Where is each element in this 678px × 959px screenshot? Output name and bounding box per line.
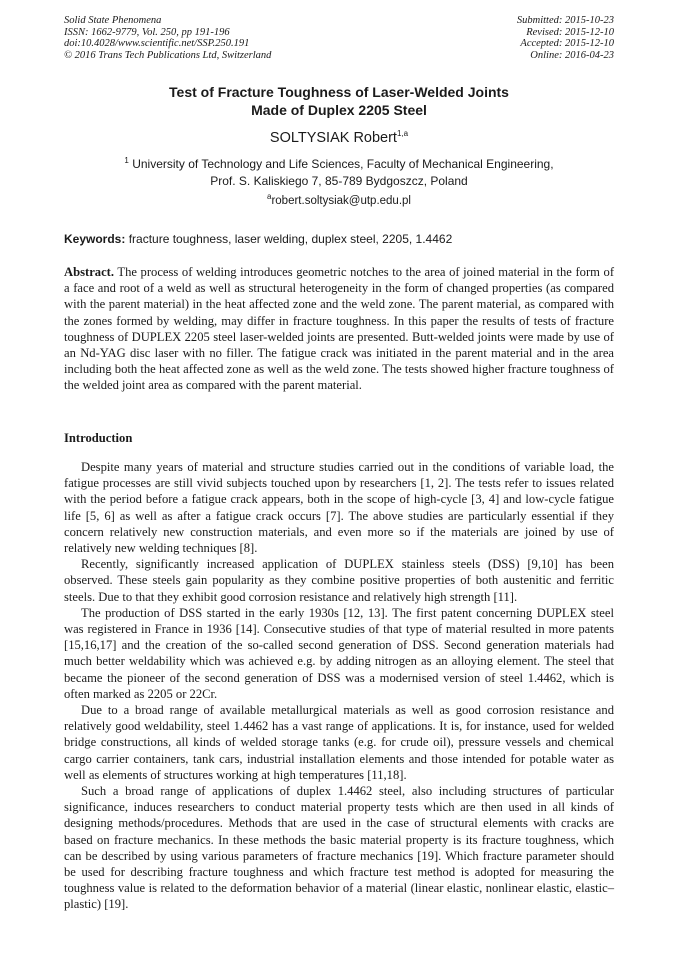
author-superscript: 1,a: [396, 129, 409, 139]
author: [64, 130, 614, 146]
abstract-text: The process of welding introduces geometric notches to the area of joined material in the form of a face and root of a weld as well as structural heterogeneity in the form of changed properties (as compared with the parent material) in the heat affected zone and the weld zone. The parent material, as compared with the zones formed by welding, may differ in fracture toughness. In this paper the results of tests of fracture toughness of DUPLEX 2205 steel laser-welded joints are presented. Butt-welded joints were made by use of an Nd-YAG disc laser with no filler. The fatigue crack was initiated in the parent material and in the area including both the heat affected zone as well as the weld zone. The tests showed higher fracture toughness of the welded joint area as compared with the parent material.: [64, 265, 615, 393]
affiliation: [64, 156, 614, 189]
affiliation-line-2: Prof. S. Kaliskiego 7, 85-789 Bydgoszcz, Poland: [210, 173, 468, 188]
journal-issn: ISSN: 1662-9779, Vol. 250, pp 191-196: [64, 26, 230, 38]
accepted-date: Accepted: 2015-12-10: [520, 38, 614, 50]
keywords-label: Keywords:: [64, 232, 126, 246]
keywords: [64, 232, 614, 246]
online-date: Online: 2016-04-23: [530, 49, 614, 61]
journal-copyright: © 2016 Trans Tech Publications Ltd, Switzerland: [64, 49, 272, 61]
submission-dates: [517, 15, 614, 61]
revised-date: Revised: 2015-12-10: [526, 26, 614, 38]
journal-name: Solid State Phenomena: [64, 15, 162, 26]
intro-paragraph-1: Despite many years of material and structure studies carried out in the conditions of variable load, the fatigue processes are still vivid subjects touched upon by researchers [1, 2]. The tests refer to issues related with the period before a fatigue crack appears, both in the scope of high-cycle [3, 4] and low-cycle fatigue life [5, 6] as well as after a fatigue crack occurs [7]. The above studies are particularly essential if they concern relatively new construction materials, and even more so if the materials are joined by use of relatively new welding techniques [8].: [64, 460, 614, 556]
intro-paragraph-3: The production of DSS started in the early 1930s [12, 13]. The first patent concerning DUPLEX steel was registered in France in 1936 [14]. Consecutive studies of that type of material resulted in more patents [15,16,17] and the creation of the so-called second generation of DSS. Second generation materials had much better weldability which was achieved e.g. by adding nitrogen as an alloying element. The steel that became the pioneer of the second generation of DSS was a modernised version of steel 1.4462, which is often marked as 2205 or 22Cr.: [64, 605, 614, 701]
paper-title: [64, 83, 614, 119]
journal-doi: doi:10.4028/www.scientific.net/SSP.250.191: [64, 38, 250, 50]
title-line-2: Made of Duplex 2205 Steel: [251, 102, 427, 118]
abstract-label: Abstract.: [64, 265, 115, 279]
journal-info: [64, 15, 271, 61]
intro-paragraph-2: Recently, significantly increased application of DUPLEX stainless steels (DSS) [9,10] has been observed. These steels gain popularity as they combine positive properties of both austenitic and ferritic steels. Due to that they exhibit good corrosion resistance and relatively high strength [11].: [64, 557, 614, 604]
email-address: robert.soltysiak@utp.edu.pl: [271, 195, 411, 207]
affiliation-text-1: University of Technology and Life Sciences, Faculty of Mechanical Engineering,: [132, 157, 554, 171]
keywords-text: fracture toughness, laser welding, duplex steel, 2205, 1.4462: [128, 232, 453, 246]
intro-paragraph-5: Such a broad range of applications of duplex 1.4462 steel, also including structures of particular significance, induces researchers to conduct material property tests which are then used in all kinds of designing methods/procedures. Methods that are used in the case of structural elements with cracks are based on fracture mechanics. In these methods the basic material property is its fracture toughness, which can be described by using various parameters of fracture mechanics [19]. Which fracture parameter should be used for describing fracture toughness and which fracture test method is adopted for measuring the toughness value is related to the deformation behavior of a material (linear elastic, nonlinear elastic, elastic–plastic) [19].: [64, 784, 614, 912]
affiliation-line-1: [64, 156, 614, 173]
intro-paragraph-4: Due to a broad range of available metallurgical materials as well as good corrosion resistance and relatively good weldability, steel 1.4462 has a vast range of applications. It is, for instance, used for welded bridge constructions, all kinds of welded storage tanks (e.g. for crude oil), pressure vessels and chemical cargo carrier containers, tank cars, industrial installation elements and those intended for potable water as well as elements of structures working at high temperatures [11,18].: [64, 703, 614, 782]
author-email: [64, 192, 614, 207]
title-line-1: Test of Fracture Toughness of Laser-Welded Joints: [169, 84, 509, 100]
submitted-date: Submitted: 2015-10-23: [516, 15, 614, 26]
email-superscript: a: [267, 192, 272, 202]
affiliation-superscript: 1: [124, 156, 129, 165]
introduction-body: [64, 459, 614, 913]
abstract-paragraph: [64, 264, 614, 394]
abstract: [64, 264, 614, 394]
introduction-heading: Introduction: [64, 431, 133, 445]
author-name: SOLTYSIAK Robert: [269, 130, 397, 146]
